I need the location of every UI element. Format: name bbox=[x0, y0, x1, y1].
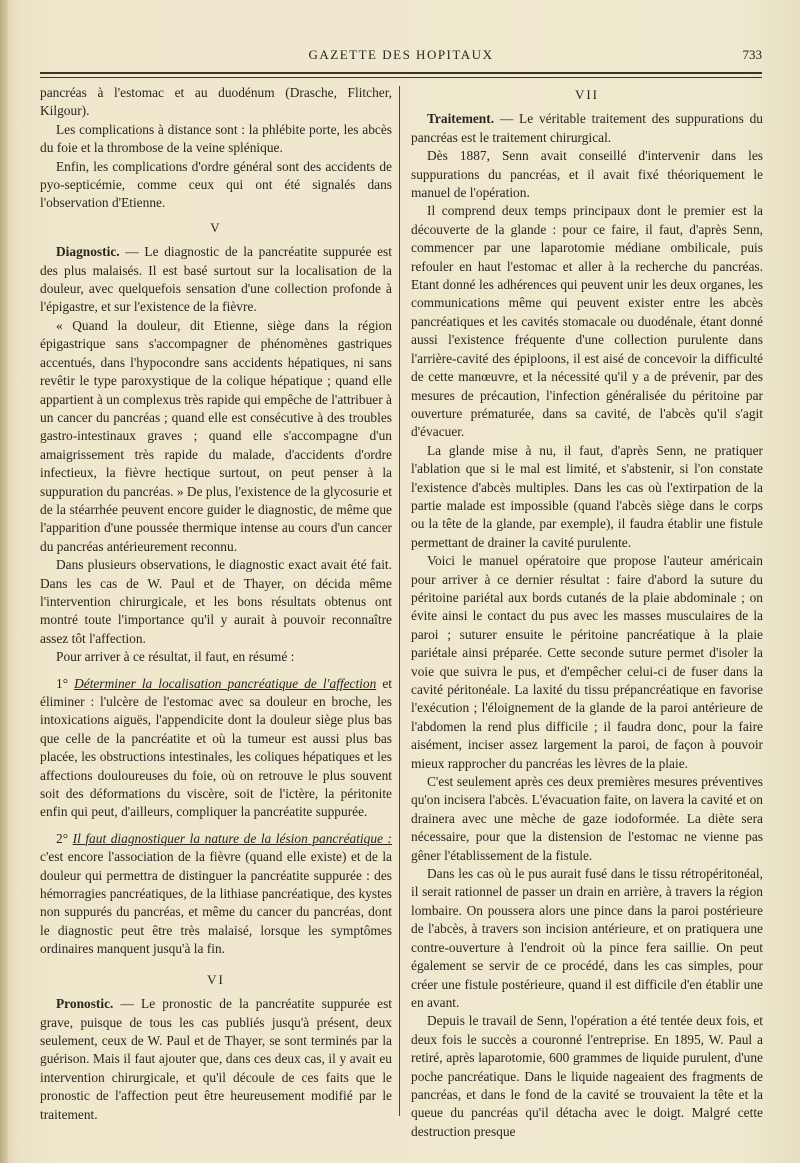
page-binding-edge bbox=[0, 0, 8, 1163]
section-heading: Pronostic. bbox=[56, 996, 114, 1012]
paragraph bbox=[40, 675, 392, 822]
column-divider bbox=[399, 86, 400, 1116]
paragraph: pancréas à l'estomac et au duodénum (Drasche, Flitcher, Kilgour). bbox=[40, 85, 392, 119]
page-number: 733 bbox=[742, 47, 762, 62]
left-column bbox=[40, 84, 392, 1124]
list-number: 1° bbox=[56, 675, 75, 691]
emphasized-text: Il faut diagnostiquer la nature de la lésion pancréatique : bbox=[72, 830, 392, 846]
paragraph-text: et éliminer : l'ulcère de l'estomac avec sa douleur en broche, les intoxications aiguës, l'appendicite dont la douleur siège plus bas que celle de la pancréatite et où la tumeur est aussi plus bas placée, les obstructions intestinales, les coliques hépatiques et les affections douloureuses du foie, où on retrouve le plus souvent soit des déformations du viscère, soit de l'ictère, la péritonite enfin qui peut, d'ailleurs, compliquer la pancréatite suppurée. bbox=[40, 675, 392, 820]
paragraph bbox=[411, 110, 763, 147]
paragraph bbox=[40, 995, 392, 1124]
emphasized-text: Déterminer la localisation pancréatique de l'affection bbox=[74, 675, 377, 691]
paragraph: Voici le manuel opératoire que propose l'auteur américain pour arriver à ce dernier résultat : faire d'abord la suture du péritoine pariétal aux bords cutanés de la plaie abdominale ; on évite ainsi le contact du pus avec les masses musculaires de la paroi ; suturer ensuite le péritoine pancréatique à la plaie pariétale ainsi préparée. Cette seconde suture permet d'isoler la voie que suivra le pus, et d'empêcher celui-ci de fuser dans la cavité péritonéale. La laxité du tissu prépancréatique en favorise l'exécution ; l'éloignement de la glande de la paroi antérieure de l'abdomen la rend plus difficile ; il faudra donc, pour la faire aisément, inciser assez largement la paroi, de façon à pouvoir mieux rapprocher du pancréas les lèvres de la plaie. bbox=[411, 553, 763, 771]
section-number: VII bbox=[574, 87, 600, 102]
paragraph: Dans les cas où le pus aurait fusé dans le tissu rétropéritonéal, il serait rationnel de passer un drain en arrière, à travers la région lombaire. On poussera alors une pince dans la paroi postérieure de l'abcès, à travers son incision antérieure, et on pratiquera une contre-ouverture à l'endroit où la pince fera saillie. On peut également se servir de ce procédé, dans les cas simples, pour créer une fistule postérieure, quand il est difficile d'en établir une en avant. bbox=[411, 866, 763, 1010]
paragraph-text: — Le diagnostic de la pancréatite suppurée est des plus malaisés. Il est basé surtout sur la localisation de la douleur, avec quelquefois sensation d'une collection profonde à l'épigastre, et sur l'existence de la fièvre. bbox=[40, 244, 392, 315]
journal-title: GAZETTE DES HOPITAUX bbox=[308, 47, 494, 62]
paragraph: C'est seulement après ces deux premières mesures préventives qu'on incisera l'abcès. L'évacuation faite, on lavera la cavité et on drainera avec une mèche de gaze iodoformée. La diète sera nécessaire, pour que la distension de l'estomac ne vienne pas gêner l'établissement de la fistule. bbox=[411, 774, 763, 863]
paragraph-text: — Le pronostic de la pancréatite suppurée est grave, puisque de tous les cas publiés jusqu'à présent, deux seulement, ceux de W. Paul et de Thayer, se sont terminés par la guérison. Mais il faut ajouter que, dans ces deux cas, il y avait eu intervention chirurgicale, et qu'il découle de ces faits que le pronostic de l'affection peut être heureusement modifié par le traitement. bbox=[40, 996, 392, 1122]
paragraph: Depuis le travail de Senn, l'opération a été tentée deux fois, et deux fois le succès a couronné l'entreprise. En 1895, W. Paul a retiré, après laparotomie, 600 grammes de liquide purulent, d'une poche pancréatique. Dans le liquide nageaient des fragments de pancréas, et dans le fond de la cavité se trouvaient la tête et la queue du pancréas qu'il détacha avec le doigt. Malgré cette destruction presque bbox=[411, 1013, 763, 1139]
paragraph: « Quand la douleur, dit Etienne, siège dans la région épigastrique sans s'accompagner de phénomènes gastriques accentués, dans l'hypocondre sans accidents hépatiques, ni sans revêtir le type paroxystique de la colique hépatique ; quand elle appartient à un complexus très rapide qui empêche de l'attribuer à un cancer du pancréas ; quand elle est consécutive à des troubles gastro-intestinaux graves ; quand elle s'accompagne d'un amaigrissement très rapide du malade, d'accidents d'ordre infectieux, la fièvre hectique surtout, on peut penser à la suppuration du pancréas. » De plus, l'existence de la glycosurie et de la stéarrhée peuvent encore guider le diagnostic, de même que l'apparition d'une poussée thermique intense au cours d'un cancer du pancréas antérieurement reconnu. bbox=[40, 317, 392, 554]
page-header bbox=[40, 44, 762, 66]
paragraph: Il comprend deux temps principaux dont le premier est la découverte de la glande : pour ce faire, il faut, d'après Senn, commencer par une laparotomie médiane ombilicale, puis refouler en haut l'estomac et aller à la recherche du pancréas. Etant donné les adhérences qui peuvent unir les deux organes, les communications même qui peuvent exister entre les abcès pancréatiques et les cavités stomacale ou duodénale, étant donné aussi l'existence fréquente d'une collection purulente dans l'arrière-cavité des épiploons, il est aisé de concevoir la difficulté de cette manœuvre, et la nécessité qu'il y a de prévenir, par des mesures de précaution, l'infection généralisée du péritoine par ouverture prématurée, dans sa cavité, de l'abcès qu'il s'agit d'évacuer. bbox=[411, 203, 763, 440]
section-heading: Traitement. bbox=[427, 111, 495, 127]
right-column bbox=[411, 84, 763, 1141]
paragraph bbox=[40, 243, 392, 317]
paragraph: La glande mise à nu, il faut, d'après Senn, ne pratiquer l'ablation que si le mal est limité, et s'abstenir, si l'on constate l'existence d'abcès multiples. Dans les cas où l'extirpation de la partie malade est impossible (quand l'abcès siège dans le corps ou la tête de la glande, par exemple), il faudra établir une fistule permettant de drainer la cavité purulente. bbox=[411, 442, 763, 550]
paragraph: Dans plusieurs observations, le diagnostic exact avait été fait. Dans les cas de W. Paul et de Thayer, on décida même l'intervention chirurgicale, et les bons résultats obtenus ont montré toute l'importance qu'il y aurait à pouvoir reconnaître assez tôt l'affection. bbox=[40, 557, 392, 646]
paragraph: Enfin, les complications d'ordre général sont des accidents de pyo-septicémie, comme ceux qui ont été signalés dans l'observation d'Etienne. bbox=[40, 158, 392, 211]
paragraph: Dès 1887, Senn avait conseillé d'intervenir dans les suppurations du pancréas, et il avait fixé théoriquement le manuel de l'opération. bbox=[411, 148, 763, 201]
paragraph: Pour arriver à ce résultat, il faut, en résumé : bbox=[56, 649, 295, 665]
paragraph: Les complications à distance sont : la phlébite porte, les abcès du foie et la thrombose de la veine splénique. bbox=[40, 121, 392, 156]
section-number: VI bbox=[207, 971, 225, 987]
section-number: V bbox=[210, 219, 222, 235]
paragraph-text: c'est encore l'association de la fièvre (quand elle existe) et de la douleur qui permettra de distinguer la pancréatite suppurée : des hémorragies pancréatiques, de la lithiase pancréatique, des kystes non suppurés du pancréas, et même du cancer du pancréas, dont le diagnostic peut être très malaisé, lorsque les symptômes ordinaires manquent jusqu'à la fin. bbox=[40, 849, 392, 957]
paragraph bbox=[40, 830, 392, 959]
section-heading: Diagnostic. bbox=[56, 244, 120, 260]
header-rule-thick bbox=[40, 72, 762, 74]
header-rule-thin bbox=[40, 77, 762, 78]
list-number: 2° bbox=[56, 830, 73, 846]
paragraph-text: — Le véritable traitement des suppurations du pancréas est le traitement chirurgical. bbox=[411, 111, 763, 145]
